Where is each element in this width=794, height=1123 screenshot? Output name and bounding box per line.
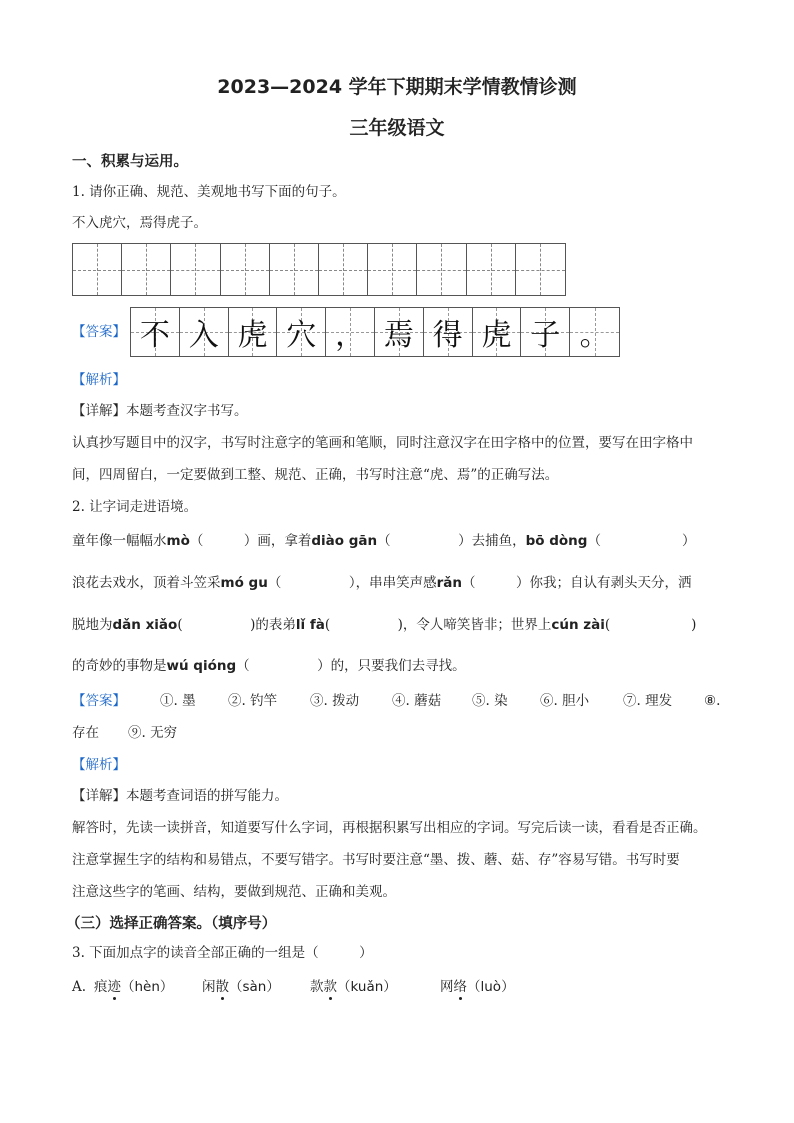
grid-cell	[368, 244, 417, 295]
writing-grid-answer	[130, 307, 620, 357]
pinyin: mó gu	[220, 575, 268, 591]
answer-cell: 焉	[375, 308, 424, 356]
grid-cell	[221, 244, 270, 295]
explanation-line: 注意这些字的笔画、结构，要做到规范、正确和美观。	[72, 884, 396, 900]
answer-item: 存在	[72, 725, 99, 741]
answer-label: 【答案】	[72, 324, 126, 340]
grid-cell	[319, 244, 368, 295]
answer-item: ①. 墨	[160, 693, 196, 709]
passage-line-3: 脱地为dǎn xiǎo( )的表弟lǐ fà( )，令人啼笑皆非；世界上cún zài( )	[72, 617, 697, 633]
pinyin: diào gān	[311, 533, 378, 549]
explanation-line: 认真抄写题目中的汉字，书写时注意字的笔画和笔顺，同时注意汉字在田字格中的位置，要写在田字格中	[72, 435, 693, 451]
question-1-sentence: 不入虎穴，焉得虎子。	[72, 215, 207, 231]
pinyin: wú qióng	[166, 658, 237, 674]
answer-cell: 。	[570, 308, 619, 356]
answer-item: ⑧.	[704, 693, 721, 709]
analysis-label: 【解析】	[72, 757, 126, 773]
grid-cell	[417, 244, 466, 295]
page-subtitle: 三年级语文	[349, 117, 445, 139]
grid-cell	[171, 244, 220, 295]
question-2-stem: 2. 让字词走进语境。	[72, 499, 198, 515]
answer-item: ⑨. 无穷	[128, 725, 178, 741]
option-word: 款款（kuǎn）	[310, 979, 397, 995]
answer-item: ⑦. 理发	[623, 693, 673, 709]
passage-line-2: 浪花去戏水，顶着斗笠采mó gu（ ），串串笑声感rǎn（ ）你我；自认有剥头天分，洒	[72, 575, 692, 591]
pinyin: dǎn xiǎo	[112, 617, 178, 633]
answer-item: ⑤. 染	[472, 693, 508, 709]
question-3-stem: 3. 下面加点字的读音全部正确的一组是（ ）	[72, 945, 373, 961]
pinyin: bō dòng	[525, 533, 588, 549]
answer-label: 【答案】	[72, 693, 126, 709]
answer-cell: 穴	[277, 308, 326, 356]
answer-cell: 入	[180, 308, 229, 356]
pinyin: rǎn	[436, 575, 462, 591]
writing-grid-empty	[72, 243, 566, 296]
answer-cell: 不	[131, 308, 180, 356]
answer-item: ②. 钓竿	[228, 693, 278, 709]
page-title: 2023—2024 学年下期期末学情教情诊测	[217, 76, 577, 98]
answer-cell: ，	[326, 308, 375, 356]
option-word: 网络（luò）	[440, 979, 515, 995]
answer-cell: 虎	[229, 308, 278, 356]
answer-item: ⑥. 胆小	[540, 693, 590, 709]
answer-cell: 子	[521, 308, 570, 356]
grid-cell	[516, 244, 565, 295]
pinyin: mò	[166, 533, 190, 549]
question-1-stem: 1. 请你正确、规范、美观地书写下面的句子。	[72, 184, 346, 200]
answer-cell: 虎	[473, 308, 522, 356]
pinyin: lǐ fà	[295, 617, 325, 633]
section-heading: （三）选择正确答案。（填序号）	[66, 916, 277, 932]
detail-text: 【详解】本题考查汉字书写。	[72, 403, 248, 419]
grid-cell	[467, 244, 516, 295]
explanation-line: 注意掌握生字的结构和易错点，不要写错字。书写时要注意“墨、拨、蘑、菇、存”容易写错。书写时要	[72, 852, 680, 868]
grid-cell	[122, 244, 171, 295]
detail-text: 【详解】本题考查词语的拼写能力。	[72, 788, 288, 804]
explanation-line: 解答时，先读一读拼音，知道要写什么字词，再根据积累写出相应的字词。写完后读一读，看看是否正确。	[72, 820, 707, 836]
explanation-line: 间，四周留白，一定要做到工整、规范、正确，书写时注意“虎、焉”的正确写法。	[72, 467, 559, 483]
answer-item: ④. 蘑菇	[392, 693, 442, 709]
option-a-label: A.	[72, 979, 87, 995]
answer-cell: 得	[424, 308, 473, 356]
pinyin: cún zài	[551, 617, 605, 633]
grid-cell	[270, 244, 319, 295]
analysis-label: 【解析】	[72, 372, 126, 388]
grid-cell	[73, 244, 122, 295]
section-heading: 一、积累与运用。	[72, 154, 188, 170]
passage-line-1: 童年像一幅幅水mò（ ）画，拿着diào gān（ ）去捕鱼，bō dòng（ ）	[72, 533, 696, 549]
answer-item: ③. 拨动	[310, 693, 360, 709]
passage-line-4: 的奇妙的事物是wú qióng（ ）的，只要我们去寻找。	[72, 658, 466, 674]
option-word: 闲散（sàn）	[202, 979, 280, 995]
option-word: 痕迹（hèn）	[94, 979, 174, 995]
